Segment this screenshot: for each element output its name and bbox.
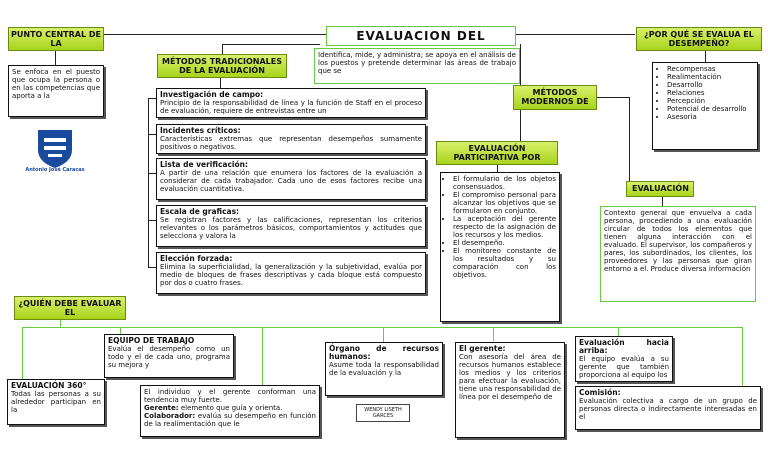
list-item: • Potencial de desarrollo (667, 105, 755, 113)
connector-line (102, 34, 328, 35)
quien-label: ¿QUIÉN DEBE EVALUAR EL (14, 296, 126, 320)
list-item: • Desarrollo (667, 81, 755, 89)
connector-line (148, 220, 156, 221)
connector-line (597, 97, 629, 98)
connector-line (222, 44, 223, 54)
card-text: Con asesoría del área de recursos humanos establece los medios y los criterios para efectuar la evaluación, tiene una responsabilidad de línea por el desempeño de (459, 353, 561, 401)
card-title: Evaluación hacia arriba: (579, 338, 669, 355)
gerente-text: elemento que guía y orienta. (180, 404, 283, 412)
list-item: • Percepción (667, 97, 755, 105)
card-title: El gerente: (459, 344, 506, 353)
method-card-investigacion (156, 88, 426, 118)
logo-text: Antonio José Caracas (25, 167, 85, 173)
punto-central-label: PUNTO CENTRAL DE LA (8, 27, 104, 51)
method-text: Elimina la superficialidad, la generalización y la subjetividad, evalúa por medio de bloques de frases descriptivas y cada bloque está compuesto por dos o cuatro frases. (160, 263, 422, 287)
por-que-label: ¿POR QUÉ SE EVALUA EL DESEMPEÑO? (636, 27, 762, 51)
card-title: Comisión: (579, 388, 621, 397)
connector-line (22, 327, 742, 328)
connector-line (55, 50, 56, 66)
list-item: • Asesoria (667, 113, 755, 121)
connector-line (515, 34, 635, 35)
method-text: Características extremas que representan desempeños sumamente positivos o negativos. (160, 135, 422, 151)
author-label (356, 404, 410, 422)
hacia-arriba-card (575, 336, 673, 382)
metodos-tradicionales-label: MÉTODOS TRADICIONALES DE LA EVALUACIÓN (157, 54, 287, 78)
colaborador-text: evalúa su desempeño en función de la realimentación que le (144, 412, 316, 428)
card-text: El individuo y el gerente conforman una tendencia muy fuerte. (144, 388, 316, 404)
author-line: GARCES (372, 413, 394, 419)
card-title: EQUIPO DE TRABAJO (108, 336, 195, 345)
eval360-card (7, 379, 105, 425)
card-text: Evalúa el desempeño como un todo y el de cada uno, programa su mejora y (108, 345, 230, 369)
connector-line (148, 173, 156, 174)
evaluacion-text: Contexto general que envuelva a cada persona, procediendo a una evaluación circular de todos los elementos que tienen alguna interacción con el evaluado. El supervisor, los compañeros y pares, los subordinados, los clientes, los proveedores y las personas que giran entorno a el. Produce diversa información (600, 206, 756, 302)
connector-line (60, 320, 61, 328)
list-item: • El monitoreo constante de los resultados y su comparación con los objetivos. (453, 247, 556, 279)
card-text: El equipo evalúa a su gerente que también proporciona al equipo los (579, 355, 669, 379)
punto-central-text: Se enfoca en el puesto que ocupa la persona o en las competencias que aporta a la (8, 65, 104, 117)
list-item: • Relaciones (667, 89, 755, 97)
evaluacion-label: EVALUACIÓN (626, 181, 694, 197)
method-card-escala (156, 205, 426, 247)
list-item: • Recompensas (667, 65, 755, 73)
card-text: Evaluación colectiva a cargo de un grupo de personas directa o indirectamente interesadas en el (579, 397, 757, 421)
connector-line (629, 97, 630, 183)
method-text: Principio de la responsabilidad de línea y la función de Staff en el proceso de evaluación, requiere de entrevistas entre un (160, 99, 422, 115)
page-title: EVALUACION DEL (326, 26, 516, 46)
connector-line (222, 44, 320, 45)
intro-text: Identifica, mide, y administra; se apoya en el análisis de los puestos y pretende determinar las áreas de trabajo que se (314, 48, 520, 84)
card-title: EVALUACIÓN 360° (11, 381, 87, 390)
card-text: Asume toda la responsabilidad de la evaluación y la (329, 361, 439, 377)
method-title: Elección forzada: (160, 254, 233, 263)
connector-line (705, 50, 706, 62)
list-item: • La aceptación del gerente respecto de la asignación de los recursos y los medios. (453, 215, 556, 239)
list-item: • Realimentación (667, 73, 755, 81)
connector-line (742, 327, 743, 387)
list-item: • El compromiso personal para alcanzar los objetivos que se formularon en conjunto. (453, 191, 556, 215)
method-text: Se registran factores y las calificaciones, representan los criterios relevantes o los parámetros básicos, comportamientos y actitudes que selecciona y valora la (160, 216, 422, 240)
colaborador-label: Colaborador: (144, 412, 196, 420)
gerente-card (455, 342, 565, 438)
participativa-list (440, 172, 560, 322)
comision-card (575, 386, 761, 430)
individuo-card (140, 385, 320, 437)
connector-line (22, 327, 23, 379)
list-item: • El desempeño. (453, 239, 556, 247)
card-text: Todas las personas a su alrededor participan en la (11, 390, 101, 414)
connector-line (520, 110, 521, 142)
connector-line (520, 44, 521, 86)
connector-line (148, 98, 149, 268)
method-title: Investigación de campo: (160, 90, 264, 99)
organo-card (325, 342, 443, 396)
connector-line (262, 327, 263, 385)
list-item: • El formulario de los objetos consensuados. (453, 175, 556, 191)
connector-line (148, 98, 156, 99)
por-que-list (652, 62, 758, 150)
gerente-label: Gerente: (144, 404, 179, 412)
method-text: A partir de una relación que enumera los factores de la evaluación a considerar de cada trabajador. Cada uno de esos factores recibe una evaluación cuantitativa. (160, 169, 422, 193)
author-line: WENDY LISETH (364, 407, 402, 413)
connector-line (148, 134, 156, 135)
connector-line (383, 327, 384, 343)
method-card-eleccion (156, 252, 426, 294)
metodos-modernos-label: MÉTODOS MODERNOS DE (513, 85, 597, 110)
equipo-card (104, 334, 234, 378)
method-card-lista (156, 158, 426, 200)
method-title: Escala de graficas: (160, 207, 240, 216)
participativa-label: EVALUACIÓN PARTICIPATIVA POR (436, 141, 558, 165)
card-title: Órgano de recursos humanos: (329, 344, 439, 361)
method-card-incidentes (156, 124, 426, 154)
connector-line (493, 327, 494, 341)
method-title: Incidentes críticos: (160, 126, 241, 135)
connector-line (662, 197, 663, 206)
method-title: Lista de verificación: (160, 160, 248, 169)
connector-line (148, 267, 156, 268)
